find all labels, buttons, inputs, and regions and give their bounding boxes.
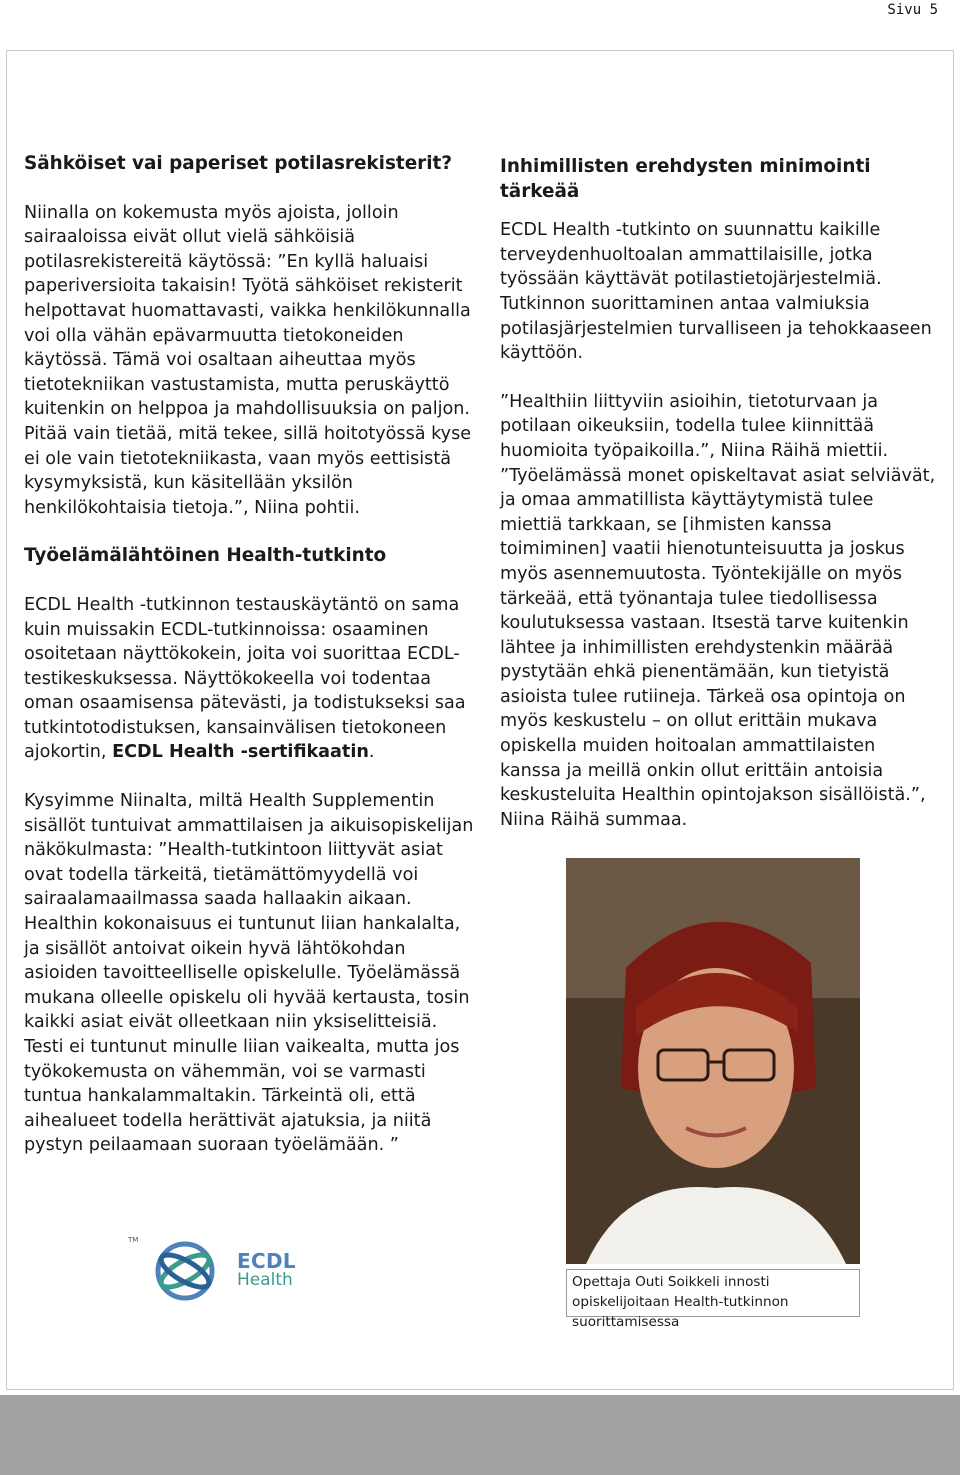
trademark-mark: TM: [128, 1236, 139, 1244]
testing-text: ECDL Health -tutkinnon testauskäytäntö on sama kuin muissakin ECDL-tutkinnoissa: osaaminen osoitetaan näyttökokein, joita voi suorittaa ECDL-testikeskuksessa. Näyttökokeella voi todentaa oman osaamisensa pätevästi, ja todistukseksi saa tutkintotodistuksen, kansainvälisen tietokoneen ajokortin,: [24, 594, 466, 763]
paragraph-health-intro: ECDL Health -tutkinto on suunnattu kaikille terveydenhuoltoalan ammattilaisille, jotka työssään käyttävät potilastietojärjestelmiä. Tutkinnon suorittaminen antaa valmiuksia potilasjärjestelmien turvalliseen ja tehokkaaseen käyttöön.: [500, 220, 932, 364]
globe-icon: [140, 1236, 230, 1302]
paragraph-records: Niinalla on kokemusta myös ajoista, jolloin sairaaloissa eivät ollut vielä sähköisiä potilasrekistereitä käytössä: ”En kyllä haluaisi paperiversioita takaisin! Työtä sähköiset rekisterit helpottavat huomattavasti, vaikka henkilökunnalla voi olla vähän epävarmuutta tietokoneiden käytössä. Tämä voi osaltaan aiheuttaa myös tietotekniikan vastustamista, mutta peruskäyttö kuitenkin on helppoa ja mahdollisuuksia on paljon. Pitää vain tietää, mitä tekee, sillä hoitotyössä kyse ei ole vain tietotekniikasta, vaan myös eettisistä kysymyksistä, kun käsitellään yksilön henkilökohtaisia tietoja.”, Niina pohtii.: [24, 202, 472, 518]
heading-electronic-records: Sähköiset vai paperiset potilasrekisterit?: [24, 153, 453, 174]
logo-health-text: Health: [237, 1270, 293, 1290]
paragraph-quote-privacy: ”Healthiin liittyviin asioihin, tietoturvaan ja potilaan oikeuksiin, todella tulee kiinnittää huomioita työpaikoilla.”, Niina Räihä miettii.: [500, 391, 889, 461]
page-number: Sivu 5: [887, 2, 938, 18]
heading-health-exam: Työelämälähtöinen Health-tutkinto: [24, 545, 387, 567]
testing-end: .: [368, 742, 375, 763]
right-column: [500, 155, 940, 832]
photo-caption: Opettaja Outi Soikkeli innosti opiskelijoitaan Health-tutkinnon suorittamisessa: [566, 1269, 860, 1317]
paragraph-quote-worklife: ”Työelämässä monet opiskeltavat asiat selviävät, ja omaa ammatillista käyttäytymistä tulee miettiä tarkkaan, se [ihmisten kanssa toimiminen] vaatii hienotunteisuutta ja joskus myös asennemuutosta. Työntekijälle on myös tärkeää, että työnantaja tulee tiedollisessa koulutuksessa vastaan. Itsestä tarve kuitenkin lähtee ja inhimillisten erehdystenkin määrää pystytään ehkä pienentämään, kun tietyistä asioista tulee rutiineja. Tärkeä osa opintoja on myös keskustelu – on ollut erittäin mukava opiskella muiden hoitoalan ammattilaisten kanssa ja meillä onkin ollut erittäin antoisia keskusteluita Healthin opintojakson sisällöistä.”, Niina Räihä summaa.: [500, 465, 936, 830]
paragraph-testing: [24, 593, 474, 765]
certificate-name: ECDL Health -sertifikaatin: [112, 742, 369, 763]
portrait-illustration: [566, 858, 860, 1264]
footer-bar: [0, 1395, 960, 1475]
logo-ecdl-text: ECDL: [237, 1249, 296, 1273]
heading-human-errors: Inhimillisten erehdysten minimointi tärkeää: [500, 156, 871, 202]
teacher-photo: [566, 858, 860, 1264]
left-column: [24, 152, 474, 1158]
paragraph-interview: Kysyimme Niinalta, miltä Health Supplementin sisällöt tuntuivat ammattilaisen ja aikuisopiskelijan näkökulmasta: ”Health-tutkintoon liittyvät asiat ovat todella tärkeitä, tietämättömyydellä voi sairaalamaailmassa saada hallaakin aikaan. Healthin kokonaisuus ei tuntunut liian hankalalta, ja sisällöt antoivat oikein hyvä lähtökohdan asioiden tavoitteelliselle opiskelulle. Työelämässä mukana olleelle opiskelu oli hyvää kertausta, tosin kaikki asiat eivät olleetkaan niin yksiselitteisiä. Testi ei tuntunut minulle liian vaikealta, mutta jos työkokemusta on vähemmän, voi se varmasti tuntua hankalammaltakin. Tärkeintä oli, että aihealueet todella herättivät ajatuksia, ja niitä pystyn peilaamaan suoraan työelämään. ”: [24, 791, 474, 1156]
ecdl-health-logo: [128, 1236, 318, 1302]
